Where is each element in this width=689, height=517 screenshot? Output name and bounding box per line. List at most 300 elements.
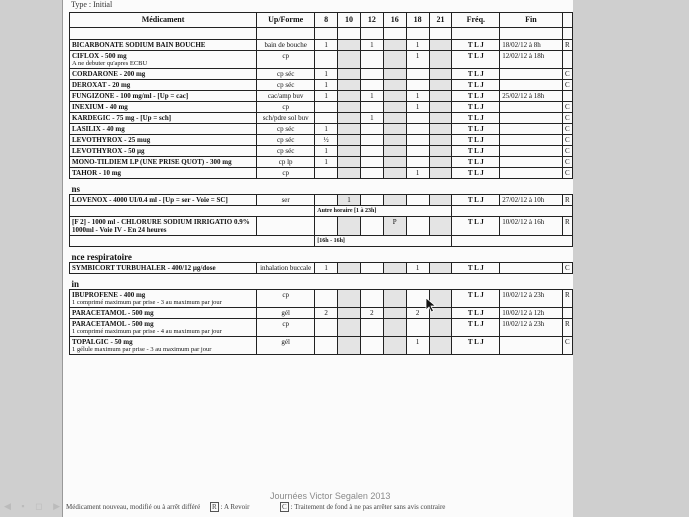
medication-table-body: [70, 28, 573, 355]
status-flag: C: [562, 157, 572, 168]
dose-cell: [429, 146, 452, 157]
medication-name-text: KARDEGIC - 75 mg - [Up = sch]: [72, 114, 172, 122]
medication-note: A ne debuter qu'apres ECBU: [72, 60, 148, 67]
dose-cell: [360, 168, 383, 179]
medication-form: cp lp: [257, 157, 315, 168]
column-header: Fréq.: [452, 13, 500, 28]
medication-name-text: IBUPROFENE - 400 mg: [72, 291, 146, 299]
column-header: Up/Forme: [257, 13, 315, 28]
table-row: [70, 51, 573, 69]
dose-cell: ½: [315, 135, 338, 146]
dose-cell: [338, 51, 361, 69]
table-row: [70, 157, 573, 168]
dose-cell: [338, 80, 361, 91]
prescription-page: [62, 0, 573, 517]
status-flag: C: [562, 113, 572, 124]
dose-cell: [429, 319, 452, 337]
empty-cell: [452, 236, 573, 247]
medication-form: cp: [257, 51, 315, 69]
medication-note: 1 comprimé maximum par prise - 3 au maximum par jour: [72, 299, 222, 306]
empty-cell: [406, 28, 429, 40]
dose-cell: 2: [360, 308, 383, 319]
status-flag: C: [562, 337, 572, 355]
dose-cell: [429, 102, 452, 113]
medication-form: gél: [257, 308, 315, 319]
table-row: [70, 40, 573, 51]
dose-cell: [338, 40, 361, 51]
dose-cell: [429, 91, 452, 102]
dose-cell: [383, 124, 406, 135]
dose-cell: [360, 195, 383, 206]
dose-cell: [383, 69, 406, 80]
section-row: [70, 274, 573, 290]
column-header: Médicament: [70, 13, 257, 28]
medication-name: [70, 146, 257, 157]
end-date-cell: [500, 124, 562, 135]
frequency-cell: T L J: [452, 195, 500, 206]
dose-cell: [383, 40, 406, 51]
dose-cell: [315, 113, 338, 124]
table-row: [70, 102, 573, 113]
dose-cell: [406, 195, 429, 206]
section-row: [70, 179, 573, 195]
empty-cell: [360, 28, 383, 40]
dose-cell: 1: [338, 195, 361, 206]
dose-cell: [338, 308, 361, 319]
legend-c-text: : Traitement de fond à ne pas arrêter sans avis contraire: [290, 503, 446, 511]
status-flag: R: [562, 319, 572, 337]
table-row: [70, 263, 573, 274]
medication-form: cp séc: [257, 80, 315, 91]
medication-form: cp séc: [257, 69, 315, 80]
end-date-cell: [500, 337, 562, 355]
dose-cell: [383, 263, 406, 274]
medication-form: cp: [257, 319, 315, 337]
frequency-cell: T L J: [452, 337, 500, 355]
slide-caption: Journées Victor Segalen 2013: [270, 491, 391, 501]
medication-form: gél: [257, 337, 315, 355]
dose-cell: [383, 113, 406, 124]
legend-continue: [280, 502, 445, 512]
medication-form: cp: [257, 102, 315, 113]
dose-cell: [338, 135, 361, 146]
status-flag: R: [562, 195, 572, 206]
column-header: 12: [360, 13, 383, 28]
dose-cell: [360, 124, 383, 135]
status-flag: C: [562, 69, 572, 80]
dose-cell: [429, 195, 452, 206]
medication-name: [70, 263, 257, 274]
status-flag: C: [562, 80, 572, 91]
medication-name: [70, 290, 257, 308]
dose-cell: [406, 124, 429, 135]
dose-cell: [338, 69, 361, 80]
frequency-cell: T L J: [452, 308, 500, 319]
dose-cell: [383, 308, 406, 319]
dose-cell: 1: [315, 40, 338, 51]
end-date-cell: [500, 102, 562, 113]
medication-name: [70, 124, 257, 135]
dose-cell: [338, 263, 361, 274]
dose-cell: [429, 124, 452, 135]
section-label: ns: [70, 179, 573, 195]
empty-cell: [452, 206, 573, 217]
empty-cell: [315, 28, 338, 40]
dose-cell: [360, 51, 383, 69]
legend-c-box: C: [282, 503, 287, 511]
end-date-cell: [500, 146, 562, 157]
slideshow-nav-icons[interactable]: ◀ ▪ ◻ ▶: [4, 501, 65, 511]
dose-cell: 1: [315, 263, 338, 274]
end-date-cell: [500, 135, 562, 146]
status-flag: R: [562, 217, 572, 236]
dose-cell: [338, 113, 361, 124]
medication-name: [70, 337, 257, 355]
dose-cell: 1: [406, 102, 429, 113]
medication-name: [70, 195, 257, 206]
dose-cell: [383, 290, 406, 308]
dose-cell: [429, 80, 452, 91]
dose-cell: [338, 102, 361, 113]
dose-cell: [429, 263, 452, 274]
medication-name-text: FUNGIZONE - 100 mg/ml - [Up = cac]: [72, 92, 189, 100]
table-row: [70, 91, 573, 102]
table-row: [70, 69, 573, 80]
legend-review: [210, 502, 249, 512]
status-flag: [562, 308, 572, 319]
end-date-cell: 25/02/12 à 18h: [500, 91, 562, 102]
table-row: [70, 337, 573, 355]
frequency-cell: T L J: [452, 157, 500, 168]
dose-cell: [406, 217, 429, 236]
medication-name-text: BICARBONATE SODIUM BAIN BOUCHE: [72, 41, 206, 49]
dose-cell: [383, 195, 406, 206]
empty-cell: [452, 28, 500, 40]
column-header: 16: [383, 13, 406, 28]
frequency-cell: T L J: [452, 168, 500, 179]
frequency-cell: T L J: [452, 217, 500, 236]
medication-name-text: LEVOTHYROX - 25 mug: [72, 136, 151, 144]
dose-cell: [360, 290, 383, 308]
dose-cell: [406, 80, 429, 91]
medication-form: cp: [257, 290, 315, 308]
dose-cell: [383, 146, 406, 157]
dose-cell: [383, 135, 406, 146]
dose-cell: 1: [406, 263, 429, 274]
end-date-cell: 10/02/12 à 16h: [500, 217, 562, 236]
frequency-cell: T L J: [452, 146, 500, 157]
medication-name: [70, 51, 257, 69]
dose-cell: 1: [315, 91, 338, 102]
page-header-strip: Type : Initial: [71, 0, 113, 9]
dose-cell: [383, 80, 406, 91]
dose-cell: [406, 319, 429, 337]
dose-cell: [406, 157, 429, 168]
dose-cell: [429, 40, 452, 51]
frequency-cell: T L J: [452, 319, 500, 337]
sub-note-row: [70, 206, 573, 217]
empty-cell: [257, 28, 315, 40]
empty-cell: [562, 28, 572, 40]
dose-cell: [360, 146, 383, 157]
mouse-pointer-icon: [425, 297, 437, 313]
medication-form: [257, 217, 315, 236]
legend-r-text: : A Revoir: [220, 503, 250, 511]
dose-cell: [406, 135, 429, 146]
table-row: [70, 308, 573, 319]
medication-form: cac/amp buv: [257, 91, 315, 102]
medication-name-text: TAHOR - 10 mg: [72, 169, 122, 177]
dose-cell: [360, 80, 383, 91]
dose-cell: [338, 146, 361, 157]
dose-cell: [429, 168, 452, 179]
table-row: [70, 290, 573, 308]
frequency-cell: T L J: [452, 91, 500, 102]
dose-cell: [429, 113, 452, 124]
dose-cell: [429, 135, 452, 146]
section-label: nce respiratoire: [70, 247, 573, 263]
medication-name: [70, 91, 257, 102]
end-date-cell: [500, 157, 562, 168]
dose-cell: [360, 217, 383, 236]
dose-cell: 1: [360, 40, 383, 51]
sub-note-row: [70, 236, 573, 247]
dose-cell: [360, 319, 383, 337]
dose-cell: 2: [315, 308, 338, 319]
dose-cell: [383, 51, 406, 69]
dose-cell: [360, 337, 383, 355]
dose-cell: [360, 135, 383, 146]
dose-cell: 1: [315, 146, 338, 157]
end-date-cell: [500, 168, 562, 179]
medication-form: inhalation buccale: [257, 263, 315, 274]
medication-name-text: MONO-TILDIEM LP (UNE PRISE QUOT) - 300 mg: [72, 158, 232, 166]
table-row: [70, 124, 573, 135]
medication-name-text: LASILIX - 40 mg: [72, 125, 125, 133]
empty-cell: [500, 28, 562, 40]
blank-row: [70, 28, 573, 40]
dose-cell: [429, 337, 452, 355]
medication-form: sch/pdre sol buv: [257, 113, 315, 124]
frequency-cell: T L J: [452, 290, 500, 308]
medication-name-text: CIFLOX - 500 mg: [72, 52, 127, 60]
frequency-cell: T L J: [452, 135, 500, 146]
dose-cell: [383, 319, 406, 337]
medication-form: cp séc: [257, 124, 315, 135]
dose-cell: [429, 51, 452, 69]
frequency-cell: T L J: [452, 102, 500, 113]
dose-cell: 1: [406, 91, 429, 102]
medication-name-text: LOVENOX - 4000 UI/0.4 ml - [Up = ser - Voie = SC]: [72, 196, 228, 204]
dose-cell: [338, 157, 361, 168]
dose-cell: 1: [406, 51, 429, 69]
end-date-cell: 10/02/12 à 23h: [500, 319, 562, 337]
dose-cell: [429, 217, 452, 236]
end-date-cell: 12/02/12 à 18h: [500, 51, 562, 69]
frequency-cell: T L J: [452, 51, 500, 69]
medication-name-text: PARACETAMOL - 500 mg: [72, 309, 154, 317]
frequency-cell: T L J: [452, 69, 500, 80]
status-flag: C: [562, 146, 572, 157]
empty-cell: [70, 206, 315, 217]
dose-cell: [383, 337, 406, 355]
legend-new-drug: Médicament nouveau, modifié ou à arrêt différé: [66, 503, 201, 511]
table-header-row: [70, 13, 573, 28]
column-header: 21: [429, 13, 452, 28]
section-label: in: [70, 274, 573, 290]
dose-cell: [383, 102, 406, 113]
medication-name: [70, 319, 257, 337]
medication-name: [70, 80, 257, 91]
medication-name-text: CORDARONE - 200 mg: [72, 70, 146, 78]
column-header: 10: [338, 13, 361, 28]
dose-cell: [338, 217, 361, 236]
status-flag: [562, 51, 572, 69]
dose-cell: [383, 168, 406, 179]
dose-cell: 1: [315, 157, 338, 168]
end-date-cell: 18/02/12 à 8h: [500, 40, 562, 51]
table-row: [70, 319, 573, 337]
medication-name: [70, 217, 257, 236]
dose-cell: 1: [360, 113, 383, 124]
dose-cell: [383, 157, 406, 168]
table-row: [70, 113, 573, 124]
status-flag: [562, 91, 572, 102]
dose-cell: [315, 195, 338, 206]
end-date-cell: 10/02/12 à 23h: [500, 290, 562, 308]
frequency-cell: T L J: [452, 263, 500, 274]
medication-name-text: TOPALGIC - 50 mg: [72, 338, 133, 346]
dose-cell: P: [383, 217, 406, 236]
dose-cell: [338, 337, 361, 355]
dose-cell: 1: [406, 337, 429, 355]
dose-cell: [360, 102, 383, 113]
dose-cell: [360, 157, 383, 168]
table-row: [70, 146, 573, 157]
status-flag: C: [562, 263, 572, 274]
dose-cell: 2: [406, 308, 429, 319]
frequency-cell: T L J: [452, 40, 500, 51]
dose-cell: [406, 113, 429, 124]
column-header: [562, 13, 572, 28]
frequency-cell: T L J: [452, 113, 500, 124]
medication-form: cp séc: [257, 146, 315, 157]
slide-footer: [4, 491, 689, 517]
end-date-cell: [500, 80, 562, 91]
dose-cell: 1: [360, 91, 383, 102]
table-row: [70, 195, 573, 206]
dose-cell: [406, 69, 429, 80]
frequency-cell: T L J: [452, 124, 500, 135]
dose-cell: [360, 263, 383, 274]
empty-cell: [338, 28, 361, 40]
column-header: Fin: [500, 13, 562, 28]
medication-form: bain de bouche: [257, 40, 315, 51]
end-date-cell: [500, 263, 562, 274]
dose-cell: [315, 217, 338, 236]
medication-name-text: INEXIUM - 40 mg: [72, 103, 128, 111]
dose-cell: [315, 168, 338, 179]
dose-cell: [338, 91, 361, 102]
medication-name-text: PARACETAMOL - 500 mg: [72, 320, 154, 328]
medication-note: 1 gélule maximum par prise - 3 au maximum par jour: [72, 346, 212, 353]
end-date-cell: [500, 69, 562, 80]
dose-cell: [315, 319, 338, 337]
empty-cell: [429, 28, 452, 40]
dose-cell: 1: [406, 168, 429, 179]
medication-name: [70, 102, 257, 113]
dose-cell: 1: [315, 124, 338, 135]
status-flag: R: [562, 290, 572, 308]
dose-cell: [429, 157, 452, 168]
dose-cell: [315, 337, 338, 355]
dose-cell: [429, 69, 452, 80]
section-row: [70, 247, 573, 263]
column-header: 18: [406, 13, 429, 28]
empty-cell: [70, 28, 257, 40]
table-row: [70, 135, 573, 146]
dose-cell: 1: [315, 69, 338, 80]
legend-r-box: R: [212, 503, 217, 511]
dose-cell: [338, 319, 361, 337]
sub-note: [16h - 16h]: [315, 236, 452, 247]
empty-cell: [383, 28, 406, 40]
medication-name: [70, 69, 257, 80]
medication-name: [70, 135, 257, 146]
medication-name: [70, 113, 257, 124]
status-flag: C: [562, 168, 572, 179]
medication-form: ser: [257, 195, 315, 206]
frequency-cell: T L J: [452, 80, 500, 91]
medication-note: 1 comprimé maximum par prise - 4 au maximum par jour: [72, 328, 222, 335]
end-date-cell: [500, 113, 562, 124]
medication-name: [70, 308, 257, 319]
column-header: 8: [315, 13, 338, 28]
dose-cell: [338, 290, 361, 308]
dose-cell: [338, 124, 361, 135]
medication-name-text: LEVOTHYROX - 50 µg: [72, 147, 145, 155]
medication-name-text: SYMBICORT TURBUHALER - 400/12 µg/dose: [72, 264, 216, 272]
empty-cell: [70, 236, 315, 247]
table-row: [70, 168, 573, 179]
status-flag: C: [562, 135, 572, 146]
medication-form: cp séc: [257, 135, 315, 146]
medication-name: [70, 40, 257, 51]
status-flag: C: [562, 102, 572, 113]
sub-note: Autre horaire [1 à 23h]: [315, 206, 452, 217]
dose-cell: [315, 51, 338, 69]
medication-form: cp: [257, 168, 315, 179]
table-row: [70, 80, 573, 91]
medication-table: [69, 12, 573, 355]
medication-name-text: [F 2] - 1000 ml - CHLORURE SODIUM IRRIGATIO 0.9% 1000ml - Voie IV - En 24 heures: [72, 218, 250, 234]
dose-cell: [406, 146, 429, 157]
dose-cell: 1: [406, 40, 429, 51]
dose-cell: [360, 69, 383, 80]
dose-cell: [315, 102, 338, 113]
table-row: [70, 217, 573, 236]
end-date-cell: 10/02/12 à 12h: [500, 308, 562, 319]
dose-cell: [315, 290, 338, 308]
status-flag: R: [562, 40, 572, 51]
medication-name: [70, 157, 257, 168]
medication-name: [70, 168, 257, 179]
dose-cell: [338, 168, 361, 179]
end-date-cell: 27/02/12 à 10h: [500, 195, 562, 206]
dose-cell: 1: [315, 80, 338, 91]
medication-name-text: DEROXAT - 20 mg: [72, 81, 131, 89]
status-flag: C: [562, 124, 572, 135]
